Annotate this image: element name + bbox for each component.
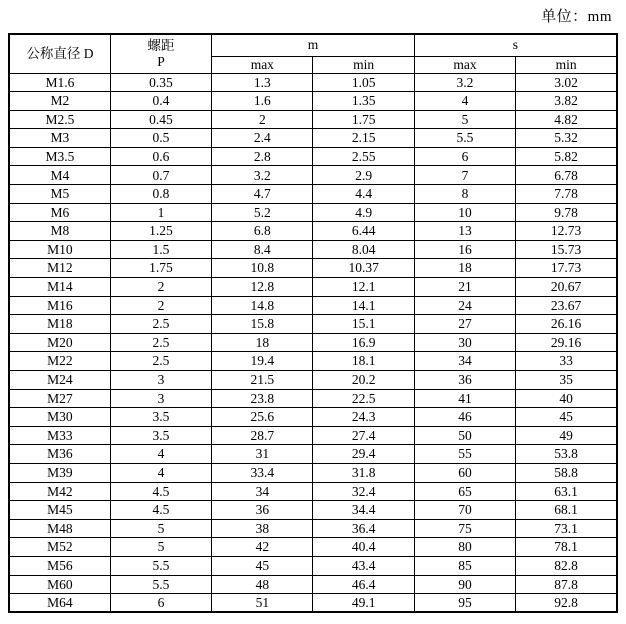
cell-diameter: M2 (9, 92, 110, 111)
cell-m-min: 2.55 (313, 147, 414, 166)
cell-m-max: 2.4 (212, 129, 313, 148)
cell-m-min: 2.9 (313, 166, 414, 185)
cell-pitch: 1 (110, 203, 211, 222)
cell-m-min: 1.05 (313, 73, 414, 92)
cell-s-max: 8 (414, 185, 515, 204)
table-row (9, 371, 617, 390)
cell-m-max: 36 (212, 501, 313, 520)
cell-s-min: 12.73 (516, 222, 617, 241)
cell-m-max: 33.4 (212, 463, 313, 482)
header-thread-pitch-symbol: P (157, 53, 165, 69)
cell-pitch: 0.35 (110, 73, 211, 92)
table-row (9, 445, 617, 464)
table-row (9, 556, 617, 575)
cell-m-min: 20.2 (313, 371, 414, 390)
cell-m-max: 10.8 (212, 259, 313, 278)
header-s-min: min (516, 56, 617, 73)
cell-s-max: 95 (414, 594, 515, 613)
cell-pitch: 0.8 (110, 185, 211, 204)
cell-m-max: 19.4 (212, 352, 313, 371)
cell-pitch: 5 (110, 519, 211, 538)
cell-diameter: M60 (9, 575, 110, 594)
cell-m-min: 46.4 (313, 575, 414, 594)
cell-s-max: 90 (414, 575, 515, 594)
cell-m-max: 8.4 (212, 240, 313, 259)
cell-diameter: M20 (9, 333, 110, 352)
cell-s-min: 6.78 (516, 166, 617, 185)
cell-diameter: M48 (9, 519, 110, 538)
cell-pitch: 1.5 (110, 240, 211, 259)
cell-m-min: 2.15 (313, 129, 414, 148)
cell-s-min: 49 (516, 426, 617, 445)
table-row (9, 463, 617, 482)
cell-s-min: 33 (516, 352, 617, 371)
cell-m-max: 34 (212, 482, 313, 501)
table-row (9, 594, 617, 613)
cell-m-min: 36.4 (313, 519, 414, 538)
cell-s-max: 46 (414, 408, 515, 427)
cell-m-min: 49.1 (313, 594, 414, 613)
cell-s-min: 53.8 (516, 445, 617, 464)
cell-m-max: 4.7 (212, 185, 313, 204)
cell-m-max: 14.8 (212, 296, 313, 315)
cell-s-max: 21 (414, 278, 515, 297)
cell-s-min: 9.78 (516, 203, 617, 222)
cell-pitch: 2.5 (110, 315, 211, 334)
cell-s-max: 60 (414, 463, 515, 482)
cell-m-min: 16.9 (313, 333, 414, 352)
cell-pitch: 3 (110, 389, 211, 408)
cell-m-max: 31 (212, 445, 313, 464)
cell-s-min: 45 (516, 408, 617, 427)
cell-diameter: M2.5 (9, 110, 110, 129)
cell-s-max: 6 (414, 147, 515, 166)
cell-m-min: 34.4 (313, 501, 414, 520)
cell-s-max: 70 (414, 501, 515, 520)
header-m-max: max (212, 56, 313, 73)
cell-pitch: 0.7 (110, 166, 211, 185)
cell-m-max: 2.8 (212, 147, 313, 166)
cell-pitch: 4 (110, 445, 211, 464)
cell-m-min: 1.75 (313, 110, 414, 129)
nut-dimensions-table (8, 33, 618, 613)
cell-s-max: 4 (414, 92, 515, 111)
table-body (9, 73, 617, 612)
cell-s-min: 3.82 (516, 92, 617, 111)
table-row (9, 147, 617, 166)
cell-pitch: 5 (110, 538, 211, 557)
cell-diameter: M52 (9, 538, 110, 557)
table-row (9, 426, 617, 445)
cell-s-min: 78.1 (516, 538, 617, 557)
cell-m-min: 32.4 (313, 482, 414, 501)
cell-diameter: M4 (9, 166, 110, 185)
cell-pitch: 2 (110, 296, 211, 315)
cell-s-min: 4.82 (516, 110, 617, 129)
cell-m-min: 15.1 (313, 315, 414, 334)
table-row (9, 259, 617, 278)
cell-diameter: M30 (9, 408, 110, 427)
cell-pitch: 2 (110, 278, 211, 297)
cell-s-min: 26.16 (516, 315, 617, 334)
cell-diameter: M64 (9, 594, 110, 613)
cell-pitch: 3 (110, 371, 211, 390)
cell-pitch: 5.5 (110, 575, 211, 594)
cell-pitch: 1.25 (110, 222, 211, 241)
cell-diameter: M24 (9, 371, 110, 390)
cell-s-min: 35 (516, 371, 617, 390)
table-row (9, 278, 617, 297)
cell-s-max: 3.2 (414, 73, 515, 92)
cell-diameter: M8 (9, 222, 110, 241)
cell-m-min: 10.37 (313, 259, 414, 278)
cell-pitch: 0.45 (110, 110, 211, 129)
cell-m-min: 8.04 (313, 240, 414, 259)
cell-m-max: 1.3 (212, 73, 313, 92)
table-row (9, 166, 617, 185)
cell-m-max: 6.8 (212, 222, 313, 241)
cell-pitch: 1.75 (110, 259, 211, 278)
cell-pitch: 4.5 (110, 501, 211, 520)
header-s-max: max (414, 56, 515, 73)
cell-m-max: 45 (212, 556, 313, 575)
cell-s-max: 30 (414, 333, 515, 352)
cell-s-min: 63.1 (516, 482, 617, 501)
cell-m-max: 15.8 (212, 315, 313, 334)
cell-diameter: M33 (9, 426, 110, 445)
table-row (9, 203, 617, 222)
table-row (9, 333, 617, 352)
table-row (9, 110, 617, 129)
cell-m-max: 28.7 (212, 426, 313, 445)
cell-m-max: 51 (212, 594, 313, 613)
cell-pitch: 5.5 (110, 556, 211, 575)
cell-s-max: 41 (414, 389, 515, 408)
cell-m-min: 27.4 (313, 426, 414, 445)
table-row (9, 240, 617, 259)
cell-s-max: 16 (414, 240, 515, 259)
header-row-groups (9, 34, 617, 56)
cell-m-max: 12.8 (212, 278, 313, 297)
cell-s-min: 68.1 (516, 501, 617, 520)
cell-s-max: 55 (414, 445, 515, 464)
cell-pitch: 6 (110, 594, 211, 613)
cell-s-max: 34 (414, 352, 515, 371)
header-nominal-diameter: 公称直径 D (9, 34, 110, 73)
cell-diameter: M3.5 (9, 147, 110, 166)
cell-s-max: 5.5 (414, 129, 515, 148)
cell-s-max: 36 (414, 371, 515, 390)
cell-diameter: M18 (9, 315, 110, 334)
cell-diameter: M36 (9, 445, 110, 464)
cell-s-min: 73.1 (516, 519, 617, 538)
cell-pitch: 2.5 (110, 352, 211, 371)
table-row (9, 129, 617, 148)
table-row (9, 296, 617, 315)
table-header (9, 34, 617, 73)
cell-m-max: 1.6 (212, 92, 313, 111)
table-row (9, 519, 617, 538)
cell-m-min: 24.3 (313, 408, 414, 427)
cell-s-min: 92.8 (516, 594, 617, 613)
cell-diameter: M6 (9, 203, 110, 222)
table-row (9, 389, 617, 408)
cell-m-min: 40.4 (313, 538, 414, 557)
cell-s-max: 10 (414, 203, 515, 222)
cell-s-max: 5 (414, 110, 515, 129)
cell-s-max: 7 (414, 166, 515, 185)
cell-s-min: 17.73 (516, 259, 617, 278)
cell-pitch: 0.4 (110, 92, 211, 111)
cell-s-min: 5.82 (516, 147, 617, 166)
header-m-min: min (313, 56, 414, 73)
cell-s-min: 20.67 (516, 278, 617, 297)
cell-diameter: M12 (9, 259, 110, 278)
cell-pitch: 0.5 (110, 129, 211, 148)
table-row (9, 501, 617, 520)
cell-diameter: M45 (9, 501, 110, 520)
cell-pitch: 2.5 (110, 333, 211, 352)
table-row (9, 73, 617, 92)
cell-diameter: M14 (9, 278, 110, 297)
cell-pitch: 3.5 (110, 426, 211, 445)
cell-m-max: 23.8 (212, 389, 313, 408)
cell-s-max: 13 (414, 222, 515, 241)
cell-m-min: 29.4 (313, 445, 414, 464)
cell-m-max: 25.6 (212, 408, 313, 427)
cell-m-min: 14.1 (313, 296, 414, 315)
cell-m-max: 48 (212, 575, 313, 594)
cell-s-max: 75 (414, 519, 515, 538)
cell-s-min: 87.8 (516, 575, 617, 594)
cell-s-min: 58.8 (516, 463, 617, 482)
cell-pitch: 4.5 (110, 482, 211, 501)
cell-m-min: 4.4 (313, 185, 414, 204)
table-row (9, 222, 617, 241)
table-row (9, 92, 617, 111)
cell-diameter: M16 (9, 296, 110, 315)
table-row (9, 538, 617, 557)
cell-m-max: 3.2 (212, 166, 313, 185)
cell-s-min: 3.02 (516, 73, 617, 92)
header-thread-pitch-label: 螺距 (147, 38, 175, 54)
cell-s-min: 82.8 (516, 556, 617, 575)
cell-s-min: 23.67 (516, 296, 617, 315)
header-thread-pitch (110, 34, 211, 73)
cell-m-max: 38 (212, 519, 313, 538)
cell-m-min: 1.35 (313, 92, 414, 111)
cell-s-max: 85 (414, 556, 515, 575)
cell-m-max: 18 (212, 333, 313, 352)
cell-diameter: M42 (9, 482, 110, 501)
cell-m-max: 2 (212, 110, 313, 129)
table-row (9, 352, 617, 371)
cell-diameter: M56 (9, 556, 110, 575)
cell-pitch: 0.6 (110, 147, 211, 166)
cell-s-min: 7.78 (516, 185, 617, 204)
table-row (9, 408, 617, 427)
cell-m-min: 12.1 (313, 278, 414, 297)
header-group-s: s (414, 34, 617, 56)
cell-pitch: 4 (110, 463, 211, 482)
cell-s-max: 80 (414, 538, 515, 557)
cell-s-max: 18 (414, 259, 515, 278)
cell-m-min: 18.1 (313, 352, 414, 371)
cell-s-min: 15.73 (516, 240, 617, 259)
cell-m-min: 6.44 (313, 222, 414, 241)
table-row (9, 315, 617, 334)
cell-diameter: M39 (9, 463, 110, 482)
cell-m-max: 5.2 (212, 203, 313, 222)
cell-s-min: 40 (516, 389, 617, 408)
cell-m-min: 22.5 (313, 389, 414, 408)
cell-s-max: 50 (414, 426, 515, 445)
cell-diameter: M10 (9, 240, 110, 259)
table-row (9, 185, 617, 204)
cell-diameter: M27 (9, 389, 110, 408)
cell-s-max: 27 (414, 315, 515, 334)
cell-s-max: 65 (414, 482, 515, 501)
cell-m-max: 21.5 (212, 371, 313, 390)
cell-pitch: 3.5 (110, 408, 211, 427)
cell-diameter: M5 (9, 185, 110, 204)
header-group-m: m (212, 34, 415, 56)
cell-s-max: 24 (414, 296, 515, 315)
cell-diameter: M22 (9, 352, 110, 371)
cell-m-min: 31.8 (313, 463, 414, 482)
table-row (9, 482, 617, 501)
table-row (9, 575, 617, 594)
cell-m-min: 4.9 (313, 203, 414, 222)
cell-m-max: 42 (212, 538, 313, 557)
cell-diameter: M1.6 (9, 73, 110, 92)
cell-diameter: M3 (9, 129, 110, 148)
cell-s-min: 5.32 (516, 129, 617, 148)
cell-s-min: 29.16 (516, 333, 617, 352)
cell-m-min: 43.4 (313, 556, 414, 575)
unit-label: 单位：mm (541, 9, 612, 25)
